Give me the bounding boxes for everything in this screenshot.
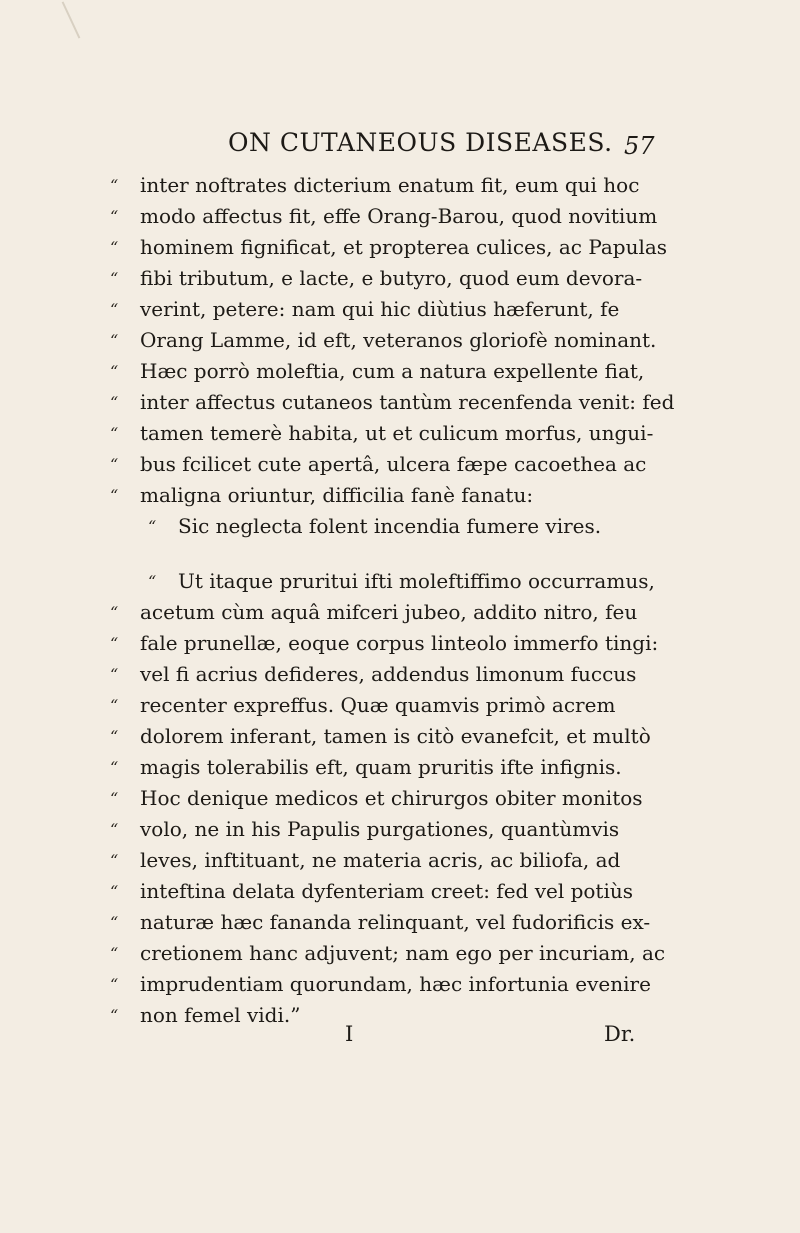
quote-mark: “	[110, 727, 119, 746]
quote-mark: “	[110, 634, 119, 653]
line-text: imprudentiam quorundam, hæc infortunia evenire	[140, 972, 651, 996]
quote-mark: “	[110, 851, 119, 870]
line-text: inter affectus cutaneos tantùm recenfenda venit: fed	[140, 390, 675, 414]
line-text: hominem fignificat, et propterea culices, ac Papulas	[140, 235, 668, 259]
quote-mark: “	[148, 517, 157, 536]
running-head: ON CUTANEOUS DISEASES.	[228, 128, 613, 157]
text-line	[110, 907, 670, 938]
line-text: bus fcilicet cute apertâ, ulcera fæpe cacoethea ac	[140, 452, 647, 476]
line-text: inteftina delata dyfenteriam creet: fed vel potiùs	[140, 879, 633, 903]
text-line	[110, 356, 670, 387]
line-text: fale prunellæ, eoque corpus linteolo immerfo tingi:	[140, 631, 659, 655]
text-line	[110, 969, 670, 1000]
catchword: Dr.	[604, 1022, 636, 1046]
text-line	[110, 938, 670, 969]
text-line	[110, 201, 670, 232]
line-text: inter noftrates dicterium enatum fit, eum qui hoc	[140, 173, 640, 197]
text-line	[110, 845, 670, 876]
quote-mark: “	[110, 665, 119, 684]
paragraph-1	[110, 170, 675, 542]
line-text: recenter expreffus. Quæ quamvis primò acrem	[140, 693, 616, 717]
paragraph-gap	[110, 542, 670, 566]
quote-mark: “	[110, 820, 119, 839]
text-line	[110, 597, 670, 628]
quote-mark: “	[148, 572, 157, 591]
page-header	[0, 124, 800, 164]
signature-mark: I	[345, 1022, 354, 1046]
text-line	[110, 690, 670, 721]
verse-text: Sic neglecta folent incendia fumere vires.	[178, 514, 602, 538]
text-line	[110, 814, 670, 845]
quote-mark: “	[110, 207, 119, 226]
quote-mark: “	[110, 603, 119, 622]
text-line	[110, 659, 670, 690]
text-line	[110, 387, 675, 418]
line-text: maligna oriuntur, difficilia fanè fanatu:	[140, 483, 534, 507]
quote-mark: “	[110, 300, 119, 319]
line-text: verint, petere: nam qui hic diùtius hæferunt, fe	[140, 297, 620, 321]
quote-mark: “	[110, 975, 119, 994]
line-text: modo affectus fit, effe Orang-Barou, quod novitium	[140, 204, 658, 228]
line-text: Orang Lamme, id eft, veteranos gloriofè nominant.	[140, 328, 657, 352]
line-text: Hæc porrò moleftia, cum a natura expellente fiat,	[140, 359, 645, 383]
text-line	[110, 876, 670, 907]
page-footer	[0, 1022, 800, 1056]
text-line	[110, 294, 670, 325]
line-text: magis tolerabilis eft, quam pruritis ifte infignis.	[140, 755, 622, 779]
text-line	[110, 263, 670, 294]
quote-mark: “	[110, 269, 119, 288]
verse-line	[110, 511, 670, 542]
quote-mark: “	[110, 176, 119, 195]
quote-mark: “	[110, 758, 119, 777]
text-line	[110, 449, 670, 480]
text-line	[110, 325, 670, 356]
text-line	[110, 566, 670, 597]
page-number: 57	[624, 132, 655, 160]
line-text: dolorem inferant, tamen is citò evanefcit, et multò	[140, 724, 651, 748]
line-text: naturæ hæc fananda relinquant, vel fudorificis ex-	[140, 910, 651, 934]
quote-mark: “	[110, 944, 119, 963]
line-text: tamen temerè habita, ut et culicum morfus, ungui-	[140, 421, 654, 445]
text-line	[110, 628, 670, 659]
body-text	[110, 170, 675, 1031]
line-text: acetum cùm aquâ mifceri jubeo, addito nitro, feu	[140, 600, 638, 624]
line-text: volo, ne in his Papulis purgationes, quantùmvis	[140, 817, 620, 841]
line-text: vel fi acrius defideres, addendus limonum fuccus	[140, 662, 637, 686]
quote-mark: “	[110, 424, 119, 443]
text-line	[110, 232, 670, 263]
quote-mark: “	[110, 913, 119, 932]
text-line	[110, 752, 670, 783]
quote-mark: “	[110, 362, 119, 381]
text-line	[110, 783, 670, 814]
text-line	[110, 418, 670, 449]
quote-mark: “	[110, 1006, 119, 1025]
quote-mark: “	[110, 696, 119, 715]
quote-mark: “	[110, 789, 119, 808]
text-line	[110, 721, 670, 752]
quote-mark: “	[110, 486, 119, 505]
line-text: leves, inftituant, ne materia acris, ac biliofa, ad	[140, 848, 621, 872]
quote-mark: “	[110, 882, 119, 901]
quote-mark: “	[110, 455, 119, 474]
text-line	[110, 480, 670, 511]
line-text: fibi tributum, e lacte, e butyro, quod eum devora-	[140, 266, 643, 290]
quote-mark: “	[110, 238, 119, 257]
line-text: cretionem hanc adjuvent; nam ego per incuriam, ac	[140, 941, 666, 965]
text-line	[110, 170, 670, 201]
line-text: Hoc denique medicos et chirurgos obiter monitos	[140, 786, 643, 810]
quote-mark: “	[110, 331, 119, 350]
page-mark	[62, 1, 81, 38]
line-text: non femel vidi.”	[140, 1003, 301, 1027]
quote-mark: “	[110, 393, 119, 412]
paragraph-2	[110, 566, 670, 1031]
line-text: Ut itaque pruritui ifti moleftiffimo occurramus,	[178, 569, 655, 593]
